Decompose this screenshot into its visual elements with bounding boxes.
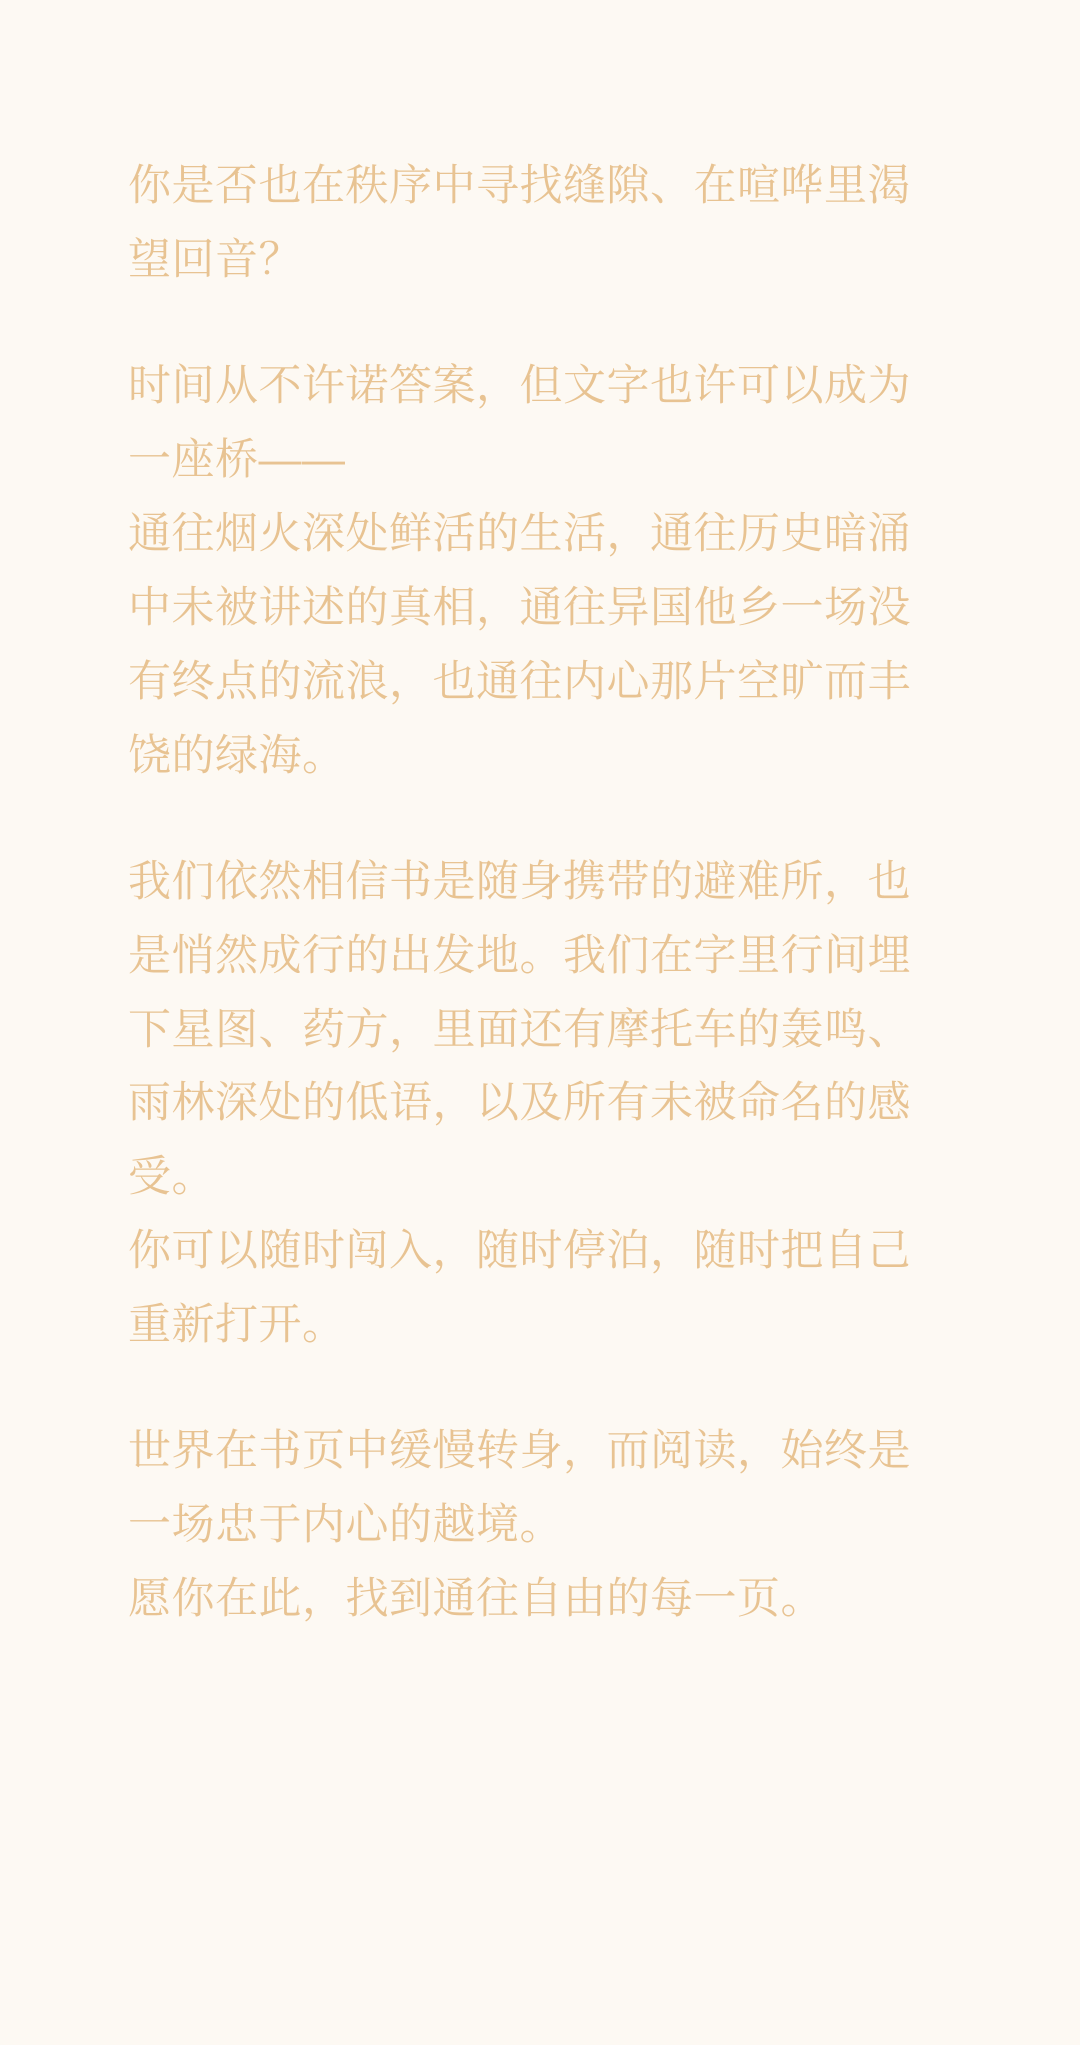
poster-text-content (128, 150, 950, 1637)
paragraph-opening-question (128, 150, 950, 298)
paragraph-books-as-shelter (128, 846, 950, 1364)
text-line: 你可以随时闯入，随时停泊，随时把自己重新打开。 (128, 1227, 911, 1350)
text-line: 愿你在此，找到通往自由的每一页。 (128, 1575, 824, 1624)
text-line: 世界在书页中缓慢转身，而阅读，始终是一场忠于内心的越境。 (128, 1427, 911, 1550)
text-line: 通往烟火深处鲜活的生活，通往历史暗涌中未被讲述的真相，通往异国他乡一场没有终点的流浪，也通往内心那片空旷而丰饶的绿海。 (128, 509, 911, 780)
text-line: 你是否也在秩序中寻找缝隙、在喧哗里渴望回音？ (128, 162, 911, 284)
text-line: 我们依然相信书是随身携带的避难所，也是悄然成行的出发地。我们在字里行间埋下星图、药方，里面还有摩托车的轰鸣、雨林深处的低语，以及所有未被命名的感受。 (128, 857, 911, 1202)
paragraph-bridge-of-words (128, 350, 950, 794)
text-line: 时间从不许诺答案，但文字也许可以成为一座桥—— (128, 361, 911, 484)
paragraph-closing-wish (128, 1415, 950, 1637)
